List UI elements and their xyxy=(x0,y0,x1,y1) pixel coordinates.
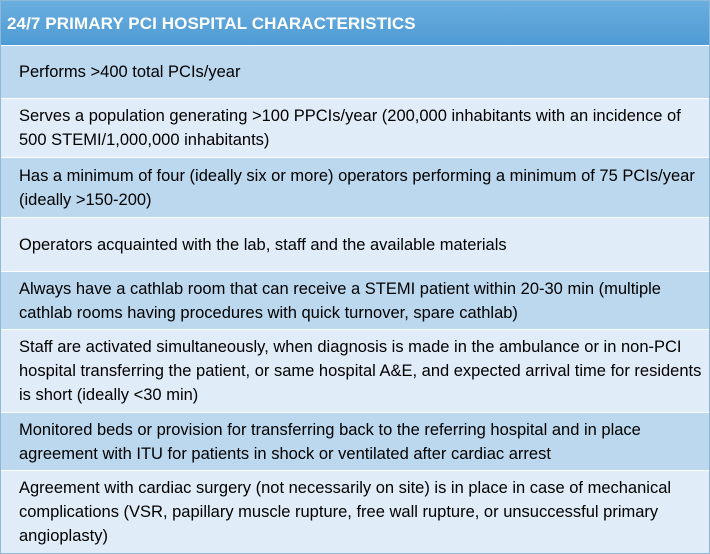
table-row xyxy=(1,158,709,218)
table-row xyxy=(1,413,709,471)
table-row xyxy=(1,330,709,413)
table-row xyxy=(1,272,709,330)
row-text: Performs >400 total PCIs/year xyxy=(19,63,241,81)
row-text: Operators acquainted with the lab, staff and the available materials xyxy=(19,235,507,254)
row-text: Serves a population generating >100 PPCIs/year (200,000 inhabitants with an incidence of 500 STEMI/1,000,000 inhabitants) xyxy=(19,107,681,149)
table-row xyxy=(1,99,709,158)
row-text: Agreement with cardiac surgery (not necessarily on site) is in place in case of mechanical complications (VSR, papillary muscle rupture, free wall rupture, or unsuccessful primary angioplasty) xyxy=(19,479,672,545)
row-text: Always have a cathlab room that can receive a STEMI patient within 20-30 min (multiple cathlab rooms having procedures with quick turnover, spare cathlab) xyxy=(19,279,661,322)
row-text: Staff are activated simultaneously, when diagnosis is made in the ambulance or in non-PCI hospital transferring the patient, or same hospital A&E, and expected arrival time for residents is short (ideally <30 min) xyxy=(19,338,702,404)
row-text: Monitored beds or provision for transferring back to the referring hospital and in place agreement with ITU for patients in shock or ventilated after cardiac arrest xyxy=(19,420,641,463)
table-row xyxy=(1,471,709,553)
table-title: 24/7 PRIMARY PCI HOSPITAL CHARACTERISTICS xyxy=(1,1,709,46)
row-text: Has a minimum of four (ideally six or more) operators performing a minimum of 75 PCIs/year (ideally >150-200) xyxy=(19,166,695,209)
table-row xyxy=(1,218,709,272)
table-row xyxy=(1,46,709,99)
